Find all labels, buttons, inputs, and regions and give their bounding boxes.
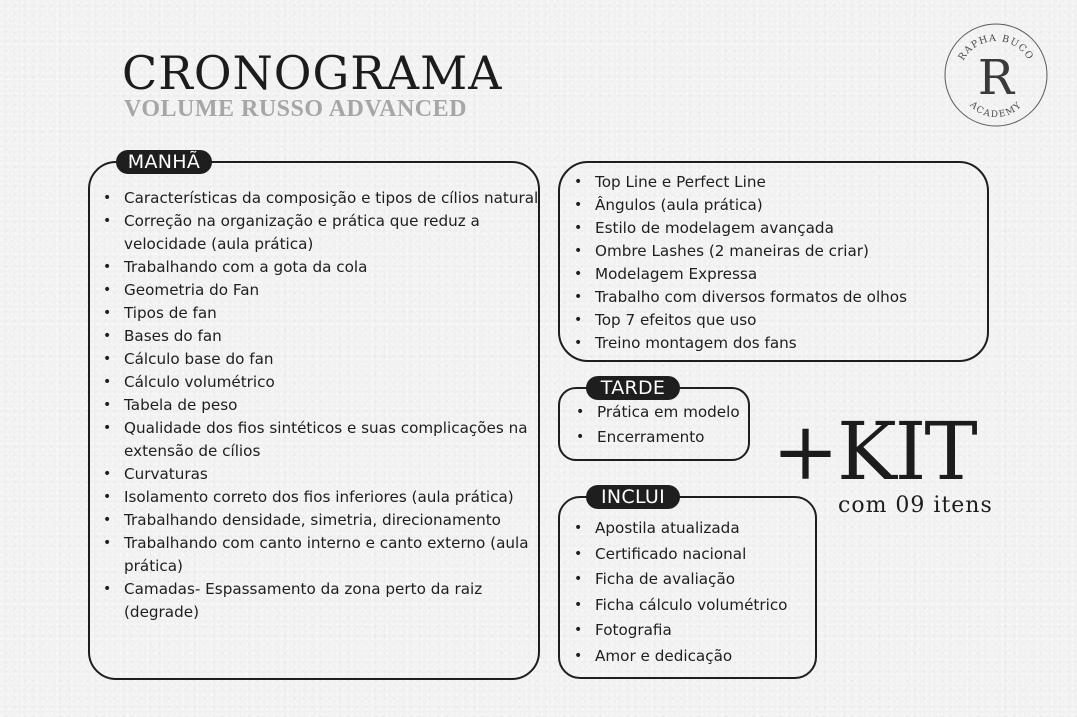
list-item: • Isolamento correto dos fios inferiores (aula prática) (103, 486, 539, 509)
kit-headline: +KIT (772, 405, 976, 498)
list-item: • Bases do fan (103, 325, 539, 348)
list-item: • Trabalhando com a gota da cola (103, 256, 539, 279)
academy-logo (943, 22, 1049, 128)
list-item: • Camadas- Espassamento da zona perto da raiz (degrade) (103, 578, 539, 624)
inclui-label: INCLUI (586, 485, 680, 509)
list-item: • Ombre Lashes (2 maneiras de criar) (574, 240, 984, 263)
list-item: • Fotografia (574, 618, 814, 644)
list-item: • Treino montagem dos fans (574, 332, 984, 355)
list-item: • Trabalhando com canto interno e canto externo (aula prática) (103, 532, 539, 578)
logo-top-text: RAPHA BUCO (956, 32, 1036, 63)
list-item: • Prática em modelo (576, 400, 748, 425)
list-item: • Top Line e Perfect Line (574, 171, 984, 194)
inclui-list (574, 516, 814, 669)
list-item: • Encerramento (576, 425, 748, 450)
list-item: • Curvaturas (103, 463, 539, 486)
list-item: • Estilo de modelagem avançada (574, 217, 984, 240)
manha-label: MANHÃ (116, 150, 212, 174)
kit-subtitle: com 09 itens (838, 493, 993, 518)
list-item: • Certificado nacional (574, 542, 814, 568)
list-item: • Modelagem Expressa (574, 263, 984, 286)
list-item: • Ficha de avaliação (574, 567, 814, 593)
manha-list (103, 187, 539, 624)
tarde-label: TARDE (586, 376, 680, 400)
list-item: • Ficha cálculo volumétrico (574, 593, 814, 619)
kit-block (772, 405, 1002, 498)
list-item: • Trabalhando densidade, simetria, direcionamento (103, 509, 539, 532)
list-item: • Tabela de peso (103, 394, 539, 417)
list-item: • Cálculo volumétrico (103, 371, 539, 394)
list-item: • Geometria do Fan (103, 279, 539, 302)
list-item: • Ângulos (aula prática) (574, 194, 984, 217)
list-item: • Tipos de fan (103, 302, 539, 325)
list-item: • Características da composição e tipos de cílios natural (103, 187, 539, 210)
tarde-list (576, 400, 748, 450)
list-item: • Apostila atualizada (574, 516, 814, 542)
page-subtitle: VOLUME RUSSO ADVANCED (124, 96, 467, 122)
list-item: • Correção na organização e prática que reduz a velocidade (aula prática) (103, 210, 539, 256)
logo-monogram: R (977, 50, 1015, 106)
list-item: • Top 7 efeitos que uso (574, 309, 984, 332)
rapha-buco-academy-logo-icon (943, 22, 1049, 128)
logo-bottom-text: ACADEMY (967, 100, 1025, 121)
list-item: • Amor e dedicação (574, 644, 814, 670)
page-title: CRONOGRAMA (122, 46, 503, 100)
list-item: • Cálculo base do fan (103, 348, 539, 371)
list-item: • Trabalho com diversos formatos de olhos (574, 286, 984, 309)
continuation-list (574, 171, 984, 355)
list-item: • Qualidade dos fios sintéticos e suas complicações na extensão de cílios (103, 417, 539, 463)
